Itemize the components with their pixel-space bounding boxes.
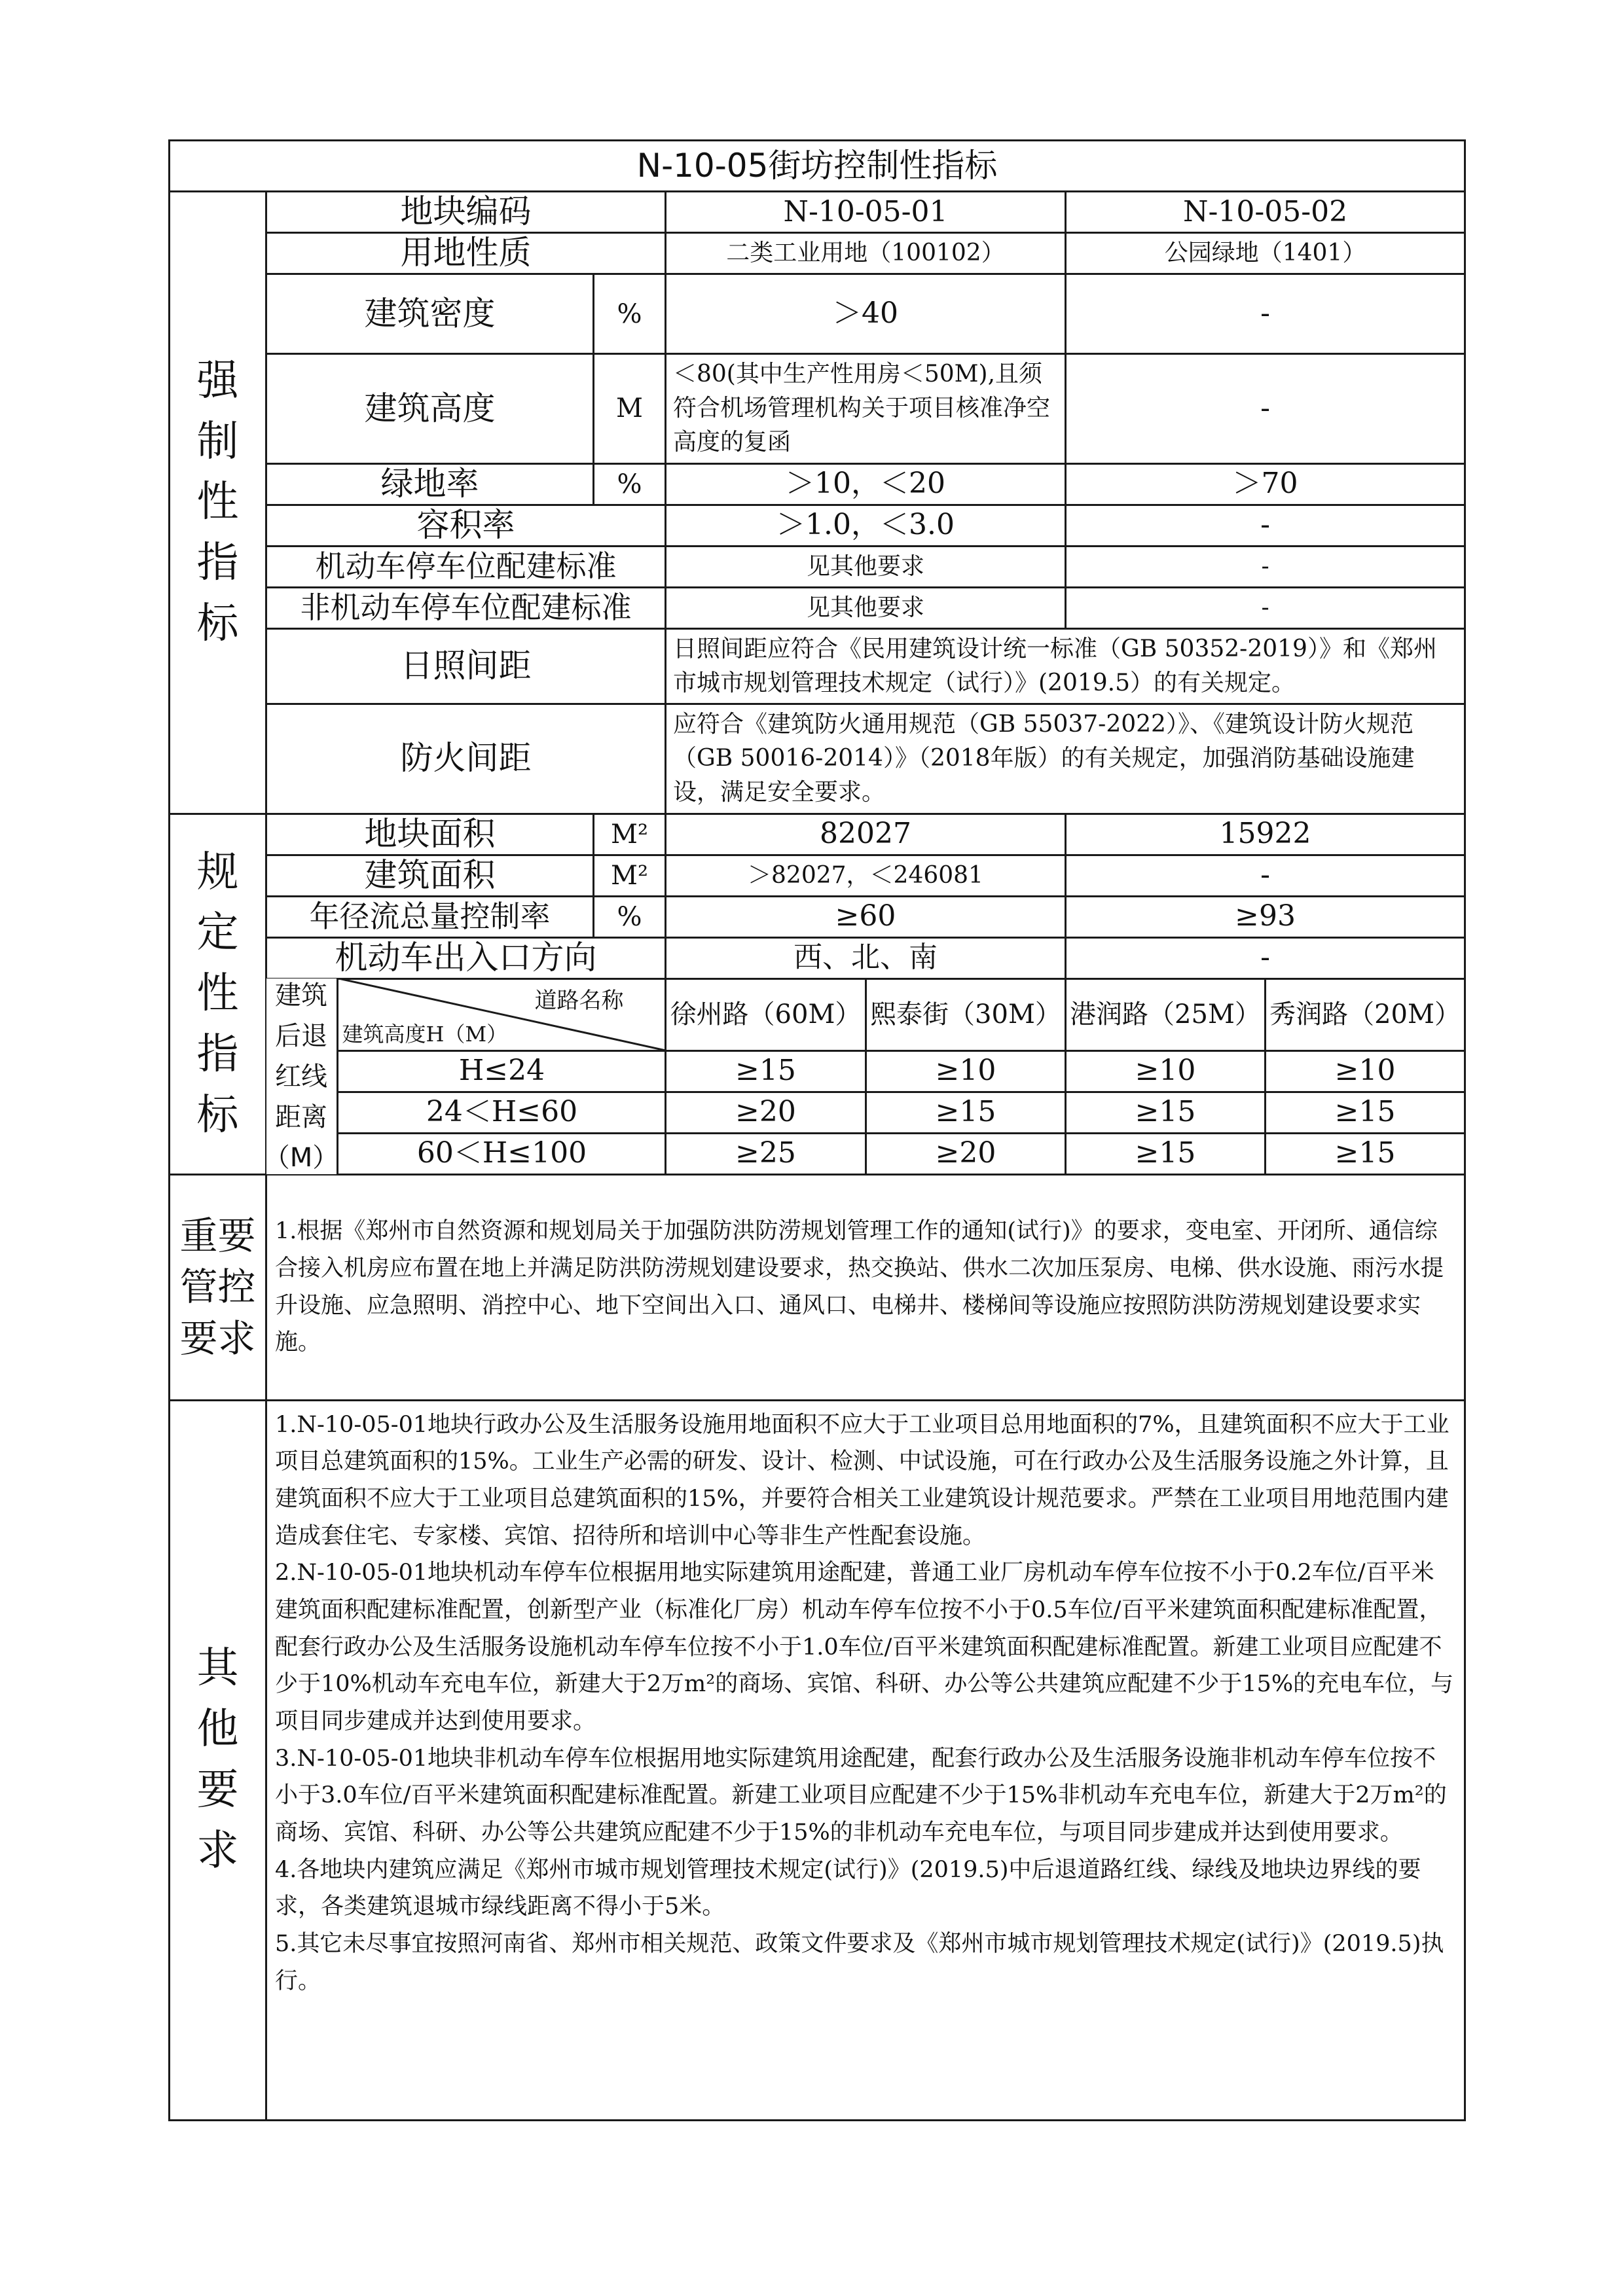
far-label: 容积率 [266, 505, 666, 546]
area-value-1: 82027 [666, 814, 1066, 855]
setback-1-2: ≥10 [866, 1050, 1066, 1092]
fire-text: 应符合《建筑防火通用规范（GB 55037-2022）》、《建筑设计防火规范（GB 50016-2014）》（2018年版）的有关规定，加强消防基础设施建设，满足安全要求。 [666, 704, 1465, 814]
setback-height-3: 60＜H≤100 [266, 1133, 666, 1174]
setback-3-1: ≥25 [666, 1133, 866, 1174]
far-value-2: - [1066, 505, 1465, 546]
runoff-unit: % [594, 896, 666, 937]
other-item-3: 3.N-10-05-01地块非机动车停车位根据用地实际建筑用途配建，配套行政办公及生活服务设施非机动车停车位按不小于3.0车位/百平米建筑面积配建标准配置。新建工业项目应配建不少于15%非机动车充电车位，新建大于2万m²的商场、宾馆、科研、办公等公共建筑应配建不少于15%的非机动车充电车位，与项目同步建成并达到使用要求。 [275, 1745, 1447, 1846]
nonmotor-parking-value-1: 见其他要求 [666, 587, 1066, 628]
motor-parking-value-1: 见其他要求 [666, 546, 1066, 587]
other-requirements [266, 1400, 1465, 2120]
land-use-1: 二类工业用地（100102） [666, 233, 1066, 274]
mandatory-section-label: 强 制 性 指 标 [170, 192, 266, 814]
parcel-code-label: 地块编码 [266, 192, 666, 233]
setback-3-2: ≥20 [866, 1133, 1066, 1174]
runoff-value-2: ≥93 [1066, 896, 1465, 937]
floor-area-value-1: ＞82027，＜246081 [666, 855, 1066, 896]
density-value-2: - [1066, 274, 1465, 354]
density-label: 建筑密度 [266, 274, 594, 354]
height-value-1: ＜80(其中生产性用房＜50M),且须符合机场管理机构关于项目核准净空高度的复函 [666, 354, 1066, 464]
setback-height-1: H≤24 [266, 1050, 666, 1092]
area-label: 地块面积 [266, 814, 594, 855]
key-section-label: 重要 管控 要求 [170, 1174, 266, 1400]
motor-parking-value-2: - [1066, 546, 1465, 587]
height-value-2: - [1066, 354, 1465, 464]
guidance-section-label: 规 定 性 指 标 [170, 814, 266, 1174]
sunlight-label: 日照间距 [266, 628, 666, 704]
setback-2-3: ≥15 [1066, 1092, 1266, 1133]
setback-1-4: ≥10 [1266, 1050, 1465, 1092]
road-4: 秀润路（20M） [1266, 978, 1465, 1050]
road-1: 徐州路（60M） [666, 978, 866, 1050]
table-title: N-10-05街坊控制性指标 [170, 141, 1465, 192]
access-value-1: 西、北、南 [666, 937, 1066, 978]
green-label: 绿地率 [266, 463, 594, 505]
area-value-2: 15922 [1066, 814, 1465, 855]
runoff-label: 年径流总量控制率 [266, 896, 594, 937]
parcel-code-2: N-10-05-02 [1066, 192, 1465, 233]
setback-label: 建筑 后退 红线 距离 （M） [266, 978, 338, 1174]
setback-2-2: ≥15 [866, 1092, 1066, 1133]
road-2: 熙泰街（30M） [866, 978, 1066, 1050]
land-use-label: 用地性质 [266, 233, 666, 274]
floor-area-label: 建筑面积 [266, 855, 594, 896]
road-name-header: 道路名称 [534, 988, 624, 1014]
control-indicator-table [168, 139, 1466, 2121]
floor-area-value-2: - [1066, 855, 1465, 896]
motor-parking-label: 机动车停车位配建标准 [266, 546, 666, 587]
runoff-value-1: ≥60 [666, 896, 1066, 937]
density-value-1: ＞40 [666, 274, 1066, 354]
access-value-2: - [1066, 937, 1465, 978]
sunlight-text: 日照间距应符合《民用建筑设计统一标准（GB 50352-2019）》和《郑州市城市规划管理技术规定（试行）》(2019.5）的有关规定。 [666, 628, 1465, 704]
setback-3-3: ≥15 [1066, 1133, 1266, 1174]
land-use-2: 公园绿地（1401） [1066, 233, 1465, 274]
setback-3-4: ≥15 [1266, 1133, 1465, 1174]
parcel-code-1: N-10-05-01 [666, 192, 1066, 233]
access-label: 机动车出入口方向 [266, 937, 666, 978]
area-unit: M² [594, 814, 666, 855]
nonmotor-parking-label: 非机动车停车位配建标准 [266, 587, 666, 628]
key-requirements-text: 1.根据《郑州市自然资源和规划局关于加强防洪防涝规划管理工作的通知(试行)》的要求，变电室、开闭所、通信综合接入机房应布置在地上并满足防洪防涝规划建设要求，热交换站、供水二次加压泵房、电梯、供水设施、雨污水提升设施、应急照明、消控中心、地下空间出入口、通风口、电梯井、楼梯间等设施应按照防洪防涝规划建设要求实施。 [266, 1174, 1465, 1400]
setback-1-1: ≥15 [666, 1050, 866, 1092]
road-3: 港润路（25M） [1066, 978, 1266, 1050]
far-value-1: ＞1.0，＜3.0 [666, 505, 1066, 546]
other-item-5: 5.其它未尽事宜按照河南省、郑州市相关规范、政策文件要求及《郑州市城市规划管理技术规定(试行)》(2019.5)执行。 [275, 1931, 1444, 1994]
setback-2-1: ≥20 [666, 1092, 866, 1133]
setback-height-2: 24＜H≤60 [266, 1092, 666, 1133]
density-unit: % [594, 274, 666, 354]
green-unit: % [594, 463, 666, 505]
nonmotor-parking-value-2: - [1066, 587, 1465, 628]
setback-1-3: ≥10 [1066, 1050, 1266, 1092]
other-item-4: 4.各地块内建筑应满足《郑州市城市规划管理技术规定(试行)》(2019.5)中后退道路红线、绿线及地块边界线的要求，各类建筑退城市绿线距离不得小于5米。 [275, 1856, 1421, 1920]
height-unit: M [594, 354, 666, 464]
other-section-label: 其 他 要 求 [170, 1400, 266, 2120]
green-value-1: ＞10，＜20 [666, 463, 1066, 505]
setback-2-4: ≥15 [1266, 1092, 1465, 1133]
fire-label: 防火间距 [266, 704, 666, 814]
green-value-2: ＞70 [1066, 463, 1465, 505]
building-height-header: 建筑高度H（M） [342, 1022, 508, 1047]
other-item-2: 2.N-10-05-01地块机动车停车位根据用地实际建筑用途配建，普通工业厂房机动车停车位按不小于0.2车位/百平米建筑面积配建标准配置，创新型产业（标准化厂房）机动车停车位按不小于0.5车位/百平米建筑面积配建标准配置，配套行政办公及生活服务设施机动车停车位按不小于1.0车位/百平米建筑面积配建标准配置。新建工业项目应配建不少于10%机动车充电车位，新建大于2万m²的商场、宾馆、科研、办公等公共建筑应配建不少于15%的充电车位，与项目同步建成并达到使用要求。 [275, 1560, 1454, 1734]
height-label: 建筑高度 [266, 354, 594, 464]
other-item-1: 1.N-10-05-01地块行政办公及生活服务设施用地面积不应大于工业项目总用地面积的7%，且建筑面积不应大于工业项目总建筑面积的15%。工业生产必需的研发、设计、检测、中试设施，可在行政办公及生活服务设施之外计算，且建筑面积不应大于工业项目总建筑面积的15%，并要符合相关工业建筑设计规范要求。严禁在工业项目用地范围内建造成套住宅、专家楼、宾馆、招待所和培训中心等非生产性配套设施。 [275, 1411, 1450, 1549]
floor-area-unit: M² [594, 855, 666, 896]
